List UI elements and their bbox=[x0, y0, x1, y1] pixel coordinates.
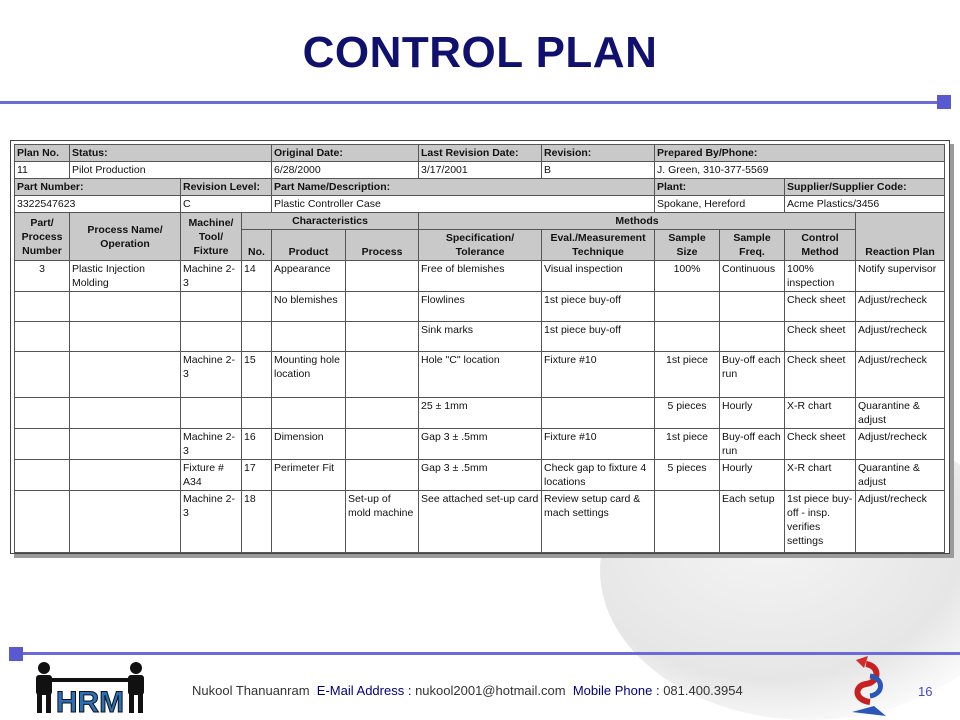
status-value: Pilot Production bbox=[70, 162, 272, 179]
plan-rows bbox=[15, 261, 945, 553]
cell-reaction: Adjust/recheck bbox=[856, 491, 945, 553]
cell-product bbox=[272, 491, 346, 553]
cell-part bbox=[15, 322, 70, 352]
cell-reaction: Adjust/recheck bbox=[856, 429, 945, 460]
col-eval-technique: Eval./Measurement Technique bbox=[542, 230, 655, 261]
col-specification: Specification/ Tolerance bbox=[419, 230, 542, 261]
cell-process bbox=[346, 322, 419, 352]
cell-size: 100% bbox=[655, 261, 720, 292]
cell-pname bbox=[70, 292, 181, 322]
supplier-value: Acme Plastics/3456 bbox=[785, 196, 945, 213]
cell-reaction: Quarantine & adjust bbox=[856, 398, 945, 429]
cell-process bbox=[346, 460, 419, 491]
footer-contact bbox=[192, 683, 743, 698]
cell-pname bbox=[70, 429, 181, 460]
supplier-label: Supplier/Supplier Code: bbox=[785, 179, 945, 196]
part-number-value: 3322547623 bbox=[15, 196, 181, 213]
cell-pname bbox=[70, 322, 181, 352]
cell-machine: Machine 2-3 bbox=[181, 261, 242, 292]
plan-row bbox=[15, 261, 945, 292]
footer-email[interactable]: nukool2001@hotmail.com bbox=[415, 683, 566, 698]
footer-phone: 081.400.3954 bbox=[663, 683, 743, 698]
cell-freq: Each setup bbox=[720, 491, 785, 553]
cell-no: 18 bbox=[242, 491, 272, 553]
cell-machine: Machine 2-3 bbox=[181, 352, 242, 398]
cell-no: 17 bbox=[242, 460, 272, 491]
cell-size: 1st piece bbox=[655, 352, 720, 398]
cell-control: Check sheet bbox=[785, 352, 856, 398]
revision-label: Revision: bbox=[542, 145, 655, 162]
cell-product: Dimension bbox=[272, 429, 346, 460]
cell-control: Check sheet bbox=[785, 292, 856, 322]
cell-eval: 1st piece buy-off bbox=[542, 322, 655, 352]
cell-machine bbox=[181, 398, 242, 429]
footer-name: Nukool Thanuanram bbox=[192, 683, 310, 698]
plan-row bbox=[15, 429, 945, 460]
group-characteristics: Characteristics bbox=[242, 213, 419, 230]
cell-control: 100% inspection bbox=[785, 261, 856, 292]
revision-level-value: C bbox=[181, 196, 272, 213]
last-revision-label: Last Revision Date: bbox=[419, 145, 542, 162]
plant-value: Spokane, Hereford bbox=[655, 196, 785, 213]
cell-no bbox=[242, 322, 272, 352]
part-name-value: Plastic Controller Case bbox=[272, 196, 655, 213]
cell-part bbox=[15, 398, 70, 429]
slide-title: CONTROL PLAN bbox=[302, 28, 658, 77]
cell-spec: Gap 3 ± .5mm bbox=[419, 429, 542, 460]
cell-no: 16 bbox=[242, 429, 272, 460]
cell-part bbox=[15, 491, 70, 553]
cell-control: Check sheet bbox=[785, 322, 856, 352]
col-part-process: Part/ Process Number bbox=[15, 213, 70, 261]
bottom-divider-square bbox=[9, 647, 23, 661]
cell-product: No blemishes bbox=[272, 292, 346, 322]
plan-no-label: Plan No. bbox=[15, 145, 70, 162]
cell-reaction: Adjust/recheck bbox=[856, 322, 945, 352]
cell-spec: 25 ± 1mm bbox=[419, 398, 542, 429]
cell-spec: Hole "C" location bbox=[419, 352, 542, 398]
part-name-label: Part Name/Description: bbox=[272, 179, 655, 196]
col-sample-freq: Sample Freq. bbox=[720, 230, 785, 261]
part-number-label: Part Number: bbox=[15, 179, 181, 196]
cell-reaction: Notify supervisor bbox=[856, 261, 945, 292]
cell-control: 1st piece buy-off - insp. verifies settings bbox=[785, 491, 856, 553]
cell-part bbox=[15, 460, 70, 491]
cell-spec: Sink marks bbox=[419, 322, 542, 352]
header-row-2 bbox=[15, 179, 945, 196]
cell-control: X-R chart bbox=[785, 398, 856, 429]
status-label: Status: bbox=[70, 145, 272, 162]
group-methods: Methods bbox=[419, 213, 856, 230]
cell-product: Perimeter Fit bbox=[272, 460, 346, 491]
cell-eval: Fixture #10 bbox=[542, 429, 655, 460]
cell-machine bbox=[181, 322, 242, 352]
cell-product: Appearance bbox=[272, 261, 346, 292]
column-group-row bbox=[15, 213, 945, 230]
cell-pname bbox=[70, 398, 181, 429]
cell-machine: Fixture # A34 bbox=[181, 460, 242, 491]
hrm-logo bbox=[30, 660, 152, 715]
cell-no: 15 bbox=[242, 352, 272, 398]
top-divider bbox=[0, 101, 938, 104]
company-emblem-icon bbox=[846, 656, 894, 718]
col-sample-size: Sample Size bbox=[655, 230, 720, 261]
plant-label: Plant: bbox=[655, 179, 785, 196]
cell-product bbox=[272, 398, 346, 429]
plan-row bbox=[15, 460, 945, 491]
cell-size: 5 pieces bbox=[655, 398, 720, 429]
control-plan-form bbox=[10, 140, 950, 554]
col-product: Product bbox=[272, 230, 346, 261]
cell-eval: Visual inspection bbox=[542, 261, 655, 292]
top-divider-square bbox=[937, 95, 951, 109]
cell-freq: Buy-off each run bbox=[720, 429, 785, 460]
cell-eval bbox=[542, 398, 655, 429]
plan-row bbox=[15, 491, 945, 553]
cell-reaction: Adjust/recheck bbox=[856, 292, 945, 322]
revision-level-label: Revision Level: bbox=[181, 179, 272, 196]
plan-no-value: 11 bbox=[15, 162, 70, 179]
logo-text: HRM bbox=[55, 686, 125, 715]
cell-size: 5 pieces bbox=[655, 460, 720, 491]
col-no: No. bbox=[242, 230, 272, 261]
cell-size: 1st piece bbox=[655, 429, 720, 460]
cell-freq: Hourly bbox=[720, 398, 785, 429]
original-date-label: Original Date: bbox=[272, 145, 419, 162]
page-number: 16 bbox=[918, 684, 933, 699]
cell-no: 14 bbox=[242, 261, 272, 292]
cell-eval: Fixture #10 bbox=[542, 352, 655, 398]
plan-row bbox=[15, 292, 945, 322]
cell-spec: Flowlines bbox=[419, 292, 542, 322]
cell-process bbox=[346, 352, 419, 398]
footer-phone-label: Mobile Phone : bbox=[572, 683, 660, 698]
col-machine: Machine/ Tool/ Fixture bbox=[181, 213, 242, 261]
cell-machine: Machine 2-3 bbox=[181, 491, 242, 553]
col-control-method: Control Method bbox=[785, 230, 856, 261]
footer-email-label: E-Mail Address : bbox=[316, 683, 412, 698]
cell-freq: Hourly bbox=[720, 460, 785, 491]
cell-product bbox=[272, 322, 346, 352]
cell-product: Mounting hole location bbox=[272, 352, 346, 398]
col-reaction-plan: Reaction Plan bbox=[856, 213, 945, 261]
prepared-by-label: Prepared By/Phone: bbox=[655, 145, 945, 162]
values-row-1 bbox=[15, 162, 945, 179]
values-row-2 bbox=[15, 196, 945, 213]
cell-pname bbox=[70, 460, 181, 491]
cell-spec: See attached set-up card bbox=[419, 491, 542, 553]
plan-row bbox=[15, 398, 945, 429]
cell-freq bbox=[720, 292, 785, 322]
col-process: Process bbox=[346, 230, 419, 261]
cell-spec: Gap 3 ± .5mm bbox=[419, 460, 542, 491]
cell-machine bbox=[181, 292, 242, 322]
cell-reaction: Adjust/recheck bbox=[856, 352, 945, 398]
header-row-1 bbox=[15, 145, 945, 162]
cell-control: Check sheet bbox=[785, 429, 856, 460]
cell-eval: Check gap to fixture 4 locations bbox=[542, 460, 655, 491]
last-revision-value: 3/17/2001 bbox=[419, 162, 542, 179]
cell-eval: Review setup card & mach settings bbox=[542, 491, 655, 553]
cell-no bbox=[242, 292, 272, 322]
cell-part bbox=[15, 429, 70, 460]
cell-process bbox=[346, 429, 419, 460]
cell-size bbox=[655, 292, 720, 322]
cell-freq bbox=[720, 322, 785, 352]
cell-control: X-R chart bbox=[785, 460, 856, 491]
cell-freq: Buy-off each run bbox=[720, 352, 785, 398]
revision-value: B bbox=[542, 162, 655, 179]
cell-spec: Free of blemishes bbox=[419, 261, 542, 292]
control-plan-table bbox=[14, 144, 945, 553]
cell-size bbox=[655, 491, 720, 553]
cell-freq: Continuous bbox=[720, 261, 785, 292]
cell-part: 3 bbox=[15, 261, 70, 292]
cell-pname: Plastic Injection Molding bbox=[70, 261, 181, 292]
cell-pname bbox=[70, 352, 181, 398]
cell-process bbox=[346, 261, 419, 292]
cell-size bbox=[655, 322, 720, 352]
cell-no bbox=[242, 398, 272, 429]
original-date-value: 6/28/2000 bbox=[272, 162, 419, 179]
cell-process bbox=[346, 292, 419, 322]
cell-pname bbox=[70, 491, 181, 553]
cell-process: Set-up of mold machine bbox=[346, 491, 419, 553]
plan-row bbox=[15, 322, 945, 352]
cell-process bbox=[346, 398, 419, 429]
cell-machine: Machine 2-3 bbox=[181, 429, 242, 460]
prepared-by-value: J. Green, 310-377-5569 bbox=[655, 162, 945, 179]
cell-reaction: Quarantine & adjust bbox=[856, 460, 945, 491]
bottom-divider bbox=[14, 652, 960, 655]
cell-eval: 1st piece buy-off bbox=[542, 292, 655, 322]
cell-part bbox=[15, 352, 70, 398]
col-process-name: Process Name/ Operation bbox=[70, 213, 181, 261]
plan-row bbox=[15, 352, 945, 398]
cell-part bbox=[15, 292, 70, 322]
